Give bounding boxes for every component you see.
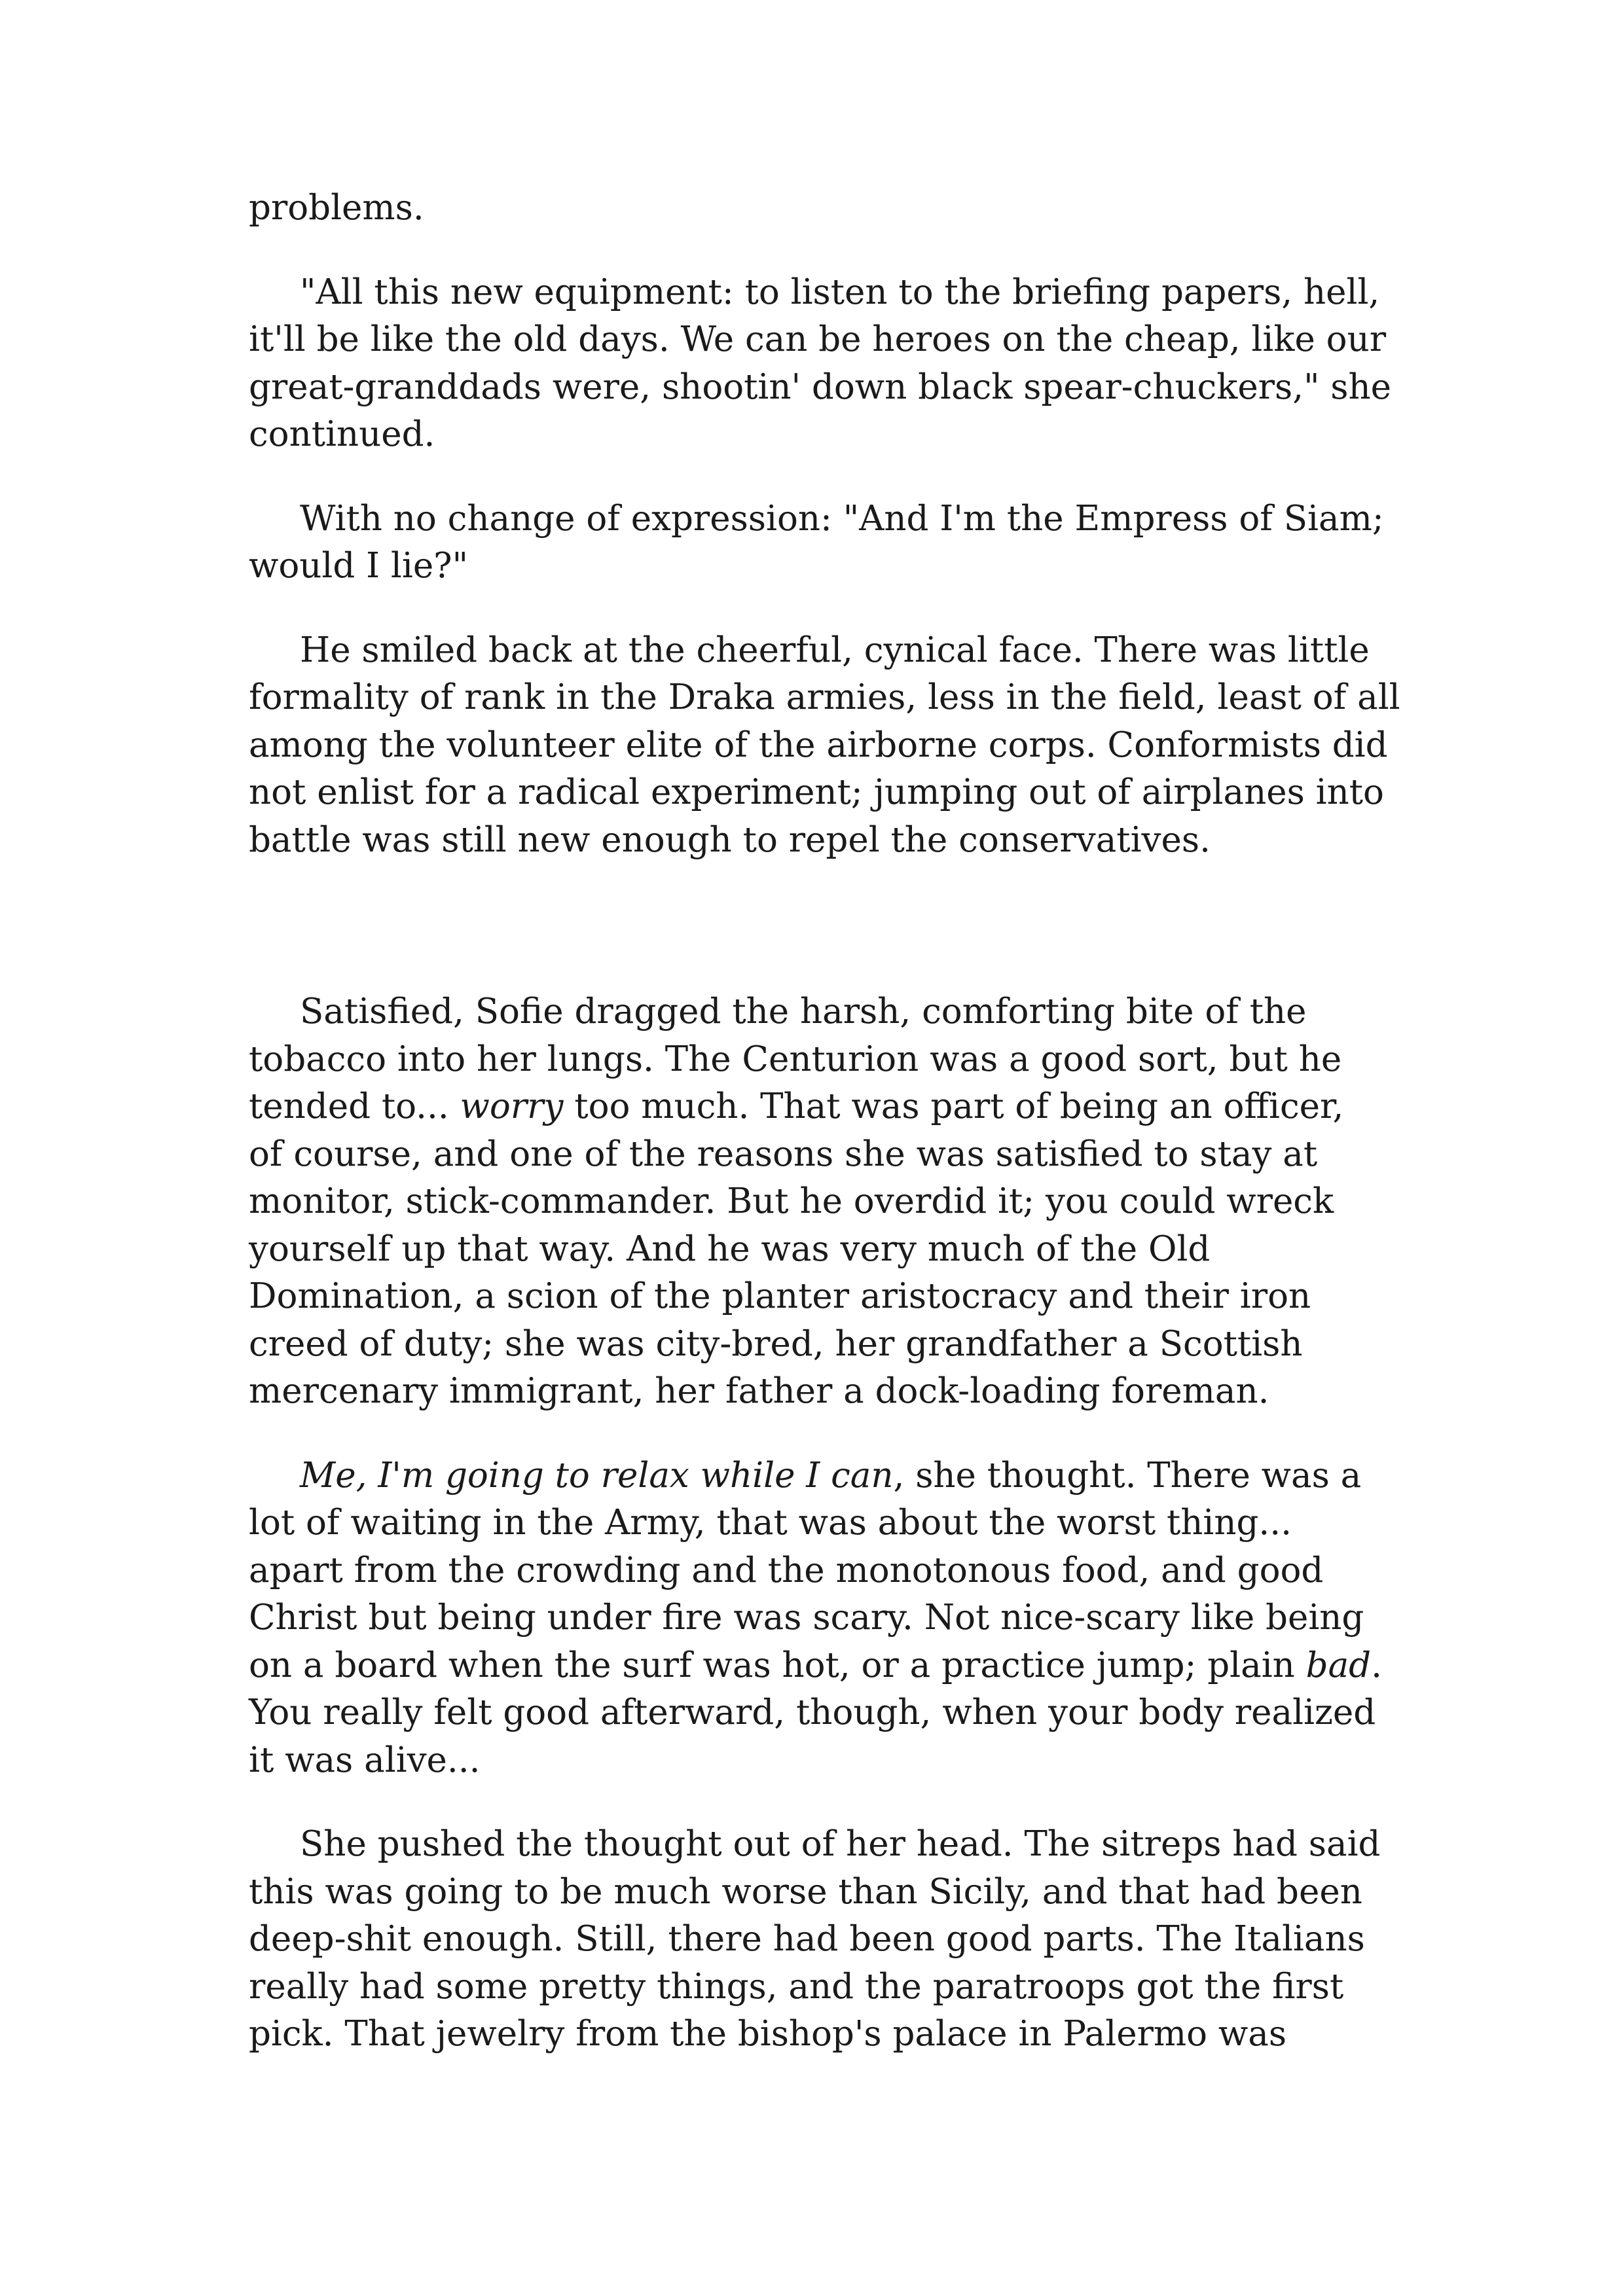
emphasis-text: Me, I'm going to relax while I can	[300, 1455, 894, 1496]
page-body	[249, 185, 1401, 2095]
text-line: monitor, stick-commander. But he overdid it; you could wreck	[249, 1181, 1334, 1221]
text-line: problems.	[249, 188, 424, 228]
text-line: this was going to be much worse than Sicily, and that had been	[249, 1871, 1362, 1912]
text-line: lot of waiting in the Army, that was about the worst thing...	[249, 1503, 1292, 1543]
text-line: among the volunteer elite of the airborne corps. Conformists did	[249, 725, 1388, 765]
text-segment: too much. That was part of being an officer,	[563, 1086, 1344, 1126]
text-line: yourself up that way. And he was very much of the Old	[249, 1229, 1211, 1269]
text-segment: tended to...	[249, 1086, 460, 1126]
text-line: Domination, a scion of the planter aristocracy and their iron	[249, 1276, 1311, 1316]
text-segment: , she thought. There was a	[893, 1455, 1362, 1496]
text-line: of course, and one of the reasons she was satisfied to stay at	[249, 1134, 1318, 1174]
text-line: apart from the crowding and the monotonous food, and good	[249, 1550, 1324, 1590]
text-line: Christ but being under fire was scary. Not nice-scary like being	[249, 1598, 1364, 1638]
text-line: mercenary immigrant, her father a dock-loading foreman.	[249, 1371, 1269, 1411]
text-line: creed of duty; she was city-bred, her grandfather a Scottish	[249, 1323, 1303, 1364]
emphasis-text: bad	[1305, 1645, 1372, 1685]
text-line: She pushed the thought out of her head. The sitreps had said	[300, 1824, 1381, 1864]
paragraph-4	[249, 627, 1401, 865]
text-line: battle was still new enough to repel the conservatives.	[249, 819, 1211, 860]
text-line: continued.	[249, 414, 435, 454]
text-line: Satisfied, Sofie dragged the harsh, comforting bite of the	[300, 992, 1307, 1031]
text-line: it was alive...	[249, 1740, 481, 1780]
text-segment: .	[1371, 1645, 1382, 1685]
text-line: great-granddads were, shootin' down black spear-chuckers," she	[249, 367, 1391, 407]
text-line: not enlist for a radical experiment; jumping out of airplanes into	[249, 772, 1384, 812]
paragraph-1	[249, 185, 1401, 232]
text-line: it'll be like the old days. We can be heroes on the cheap, like our	[249, 319, 1387, 359]
paragraph-3	[249, 495, 1401, 590]
paragraph-2	[249, 269, 1401, 459]
text-segment: on a board when the surf was hot, or a practice jump; plain	[249, 1645, 1306, 1685]
text-line: deep-shit enough. Still, there had been good parts. The Italians	[249, 1919, 1365, 1959]
paragraph-7	[249, 1821, 1401, 2058]
emphasis-text: worry	[460, 1086, 564, 1126]
text-line: He smiled back at the cheerful, cynical face. There was little	[300, 630, 1370, 670]
paragraph-6	[249, 1452, 1401, 1785]
text-line: really had some pretty things, and the paratroops got the first	[249, 1966, 1344, 2007]
text-line: formality of rank in the Draka armies, less in the field, least of all	[249, 677, 1400, 717]
text-line: tobacco into her lungs. The Centurion was a good sort, but he	[249, 1039, 1342, 1079]
text-line: would I lie?"	[249, 546, 468, 586]
paragraph-5	[249, 988, 1401, 1416]
text-line: With no change of expression: "And I'm the Empress of Siam;	[300, 498, 1384, 539]
text-line: You really felt good afterward, though, when your body realized	[249, 1693, 1376, 1732]
text-line: "All this new equipment: to listen to the briefing papers, hell,	[300, 272, 1380, 312]
text-line: pick. That jewelry from the bishop's palace in Palermo was	[249, 2014, 1287, 2054]
